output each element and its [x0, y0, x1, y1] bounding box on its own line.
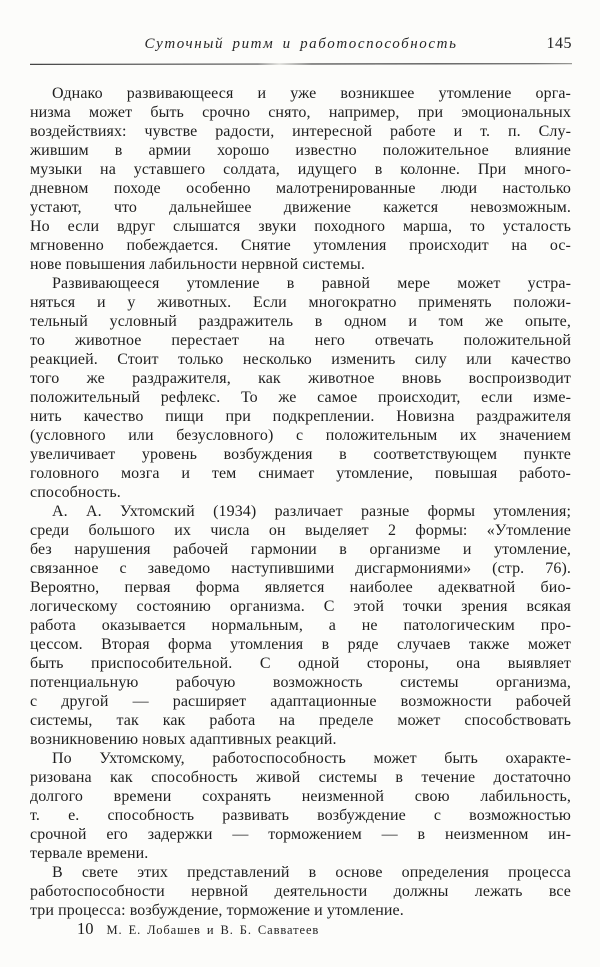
text-line: дневном походе особенно малотренированные люди настолько: [30, 180, 571, 197]
text-line: тельный условный раздражитель в одном и том же опыте,: [30, 313, 571, 330]
signature-number: 10: [77, 919, 94, 938]
text-line: Но если вдруг слышатся звуки походного марша, то усталость: [30, 218, 571, 235]
paragraph: [30, 84, 571, 274]
text-line: головного мозга и тем снимает утомление, повышая работо-: [30, 465, 571, 482]
text-line: няться и у животных. Если многократно применять положи-: [30, 294, 571, 311]
text-line: связанное с заведомо наступившими дисгармониями» (стр. 76).: [30, 560, 571, 577]
text-line: воздействиях: чувстве радости, интересной работе и т. п. Слу-: [30, 123, 571, 140]
text-line: системы, так как работа на пределе может способствовать: [30, 712, 571, 729]
text-block: [30, 84, 571, 920]
text-line: без нарушения рабочей гармонии в организме и утомление,: [30, 541, 571, 558]
paragraph: [30, 749, 571, 863]
paragraph: [30, 863, 571, 920]
text-line: устают, что дальнейшее движение кажется невозможным.: [30, 199, 571, 216]
text-line: Вероятно, первая форма является наиболее адекватной био-: [30, 579, 571, 596]
text-line: цессом. Вторая форма утомления в ряде случаев также может: [30, 636, 571, 653]
text-line: Однако развивающееся и уже возникшее утомление орга-: [52, 85, 571, 102]
text-line: А. А. Ухтомский (1934) различает разные формы утомления;: [52, 503, 571, 520]
text-line: низма может быть срочно снято, например, при эмоциональных: [30, 104, 571, 121]
text-line: мгновенно побеждается. Снятие утомления происходит на ос-: [30, 237, 571, 254]
text-line: среди большого их числа он выделяет 2 формы: «Утомление: [30, 522, 571, 539]
text-line: нить качество пищи при подкреплении. Новизна раздражителя: [30, 408, 571, 425]
text-line: логическому состоянию организма. С этой точки зрения всякая: [30, 598, 571, 615]
running-title: Суточный ритм и работоспособность: [144, 36, 458, 52]
text-line: увеличивает уровень возбуждения в соответствующем пункте: [30, 446, 571, 463]
text-line: жившим в армии хорошо известно положительное влияние: [30, 142, 571, 159]
text-line: тервале времени.: [30, 845, 149, 862]
text-line: По Ухтомскому, работоспособность может быть охаракте-: [52, 750, 571, 767]
text-line: Развивающееся утомление в равной мере может устра-: [52, 275, 571, 292]
text-line: возникновению новых адаптивных реакций.: [30, 731, 337, 748]
text-line: (условного или безусловного) с положительным их значением: [30, 427, 571, 444]
text-line: положительный рефлекс. То же самое происходит, если изме-: [30, 389, 571, 406]
text-line: быть приспособительной. С одной стороны, она выявляет: [30, 655, 571, 672]
text-line: нове повышения лабильности нервной системы.: [30, 256, 365, 273]
text-line: то животное перестает на него отвечать положительной: [30, 332, 571, 349]
paragraph: [30, 274, 571, 502]
page-footer: [77, 919, 319, 939]
header-rule: [30, 63, 572, 65]
text-line: работа оказывается нормальным, а не патологическим про-: [30, 617, 571, 634]
text-line: ризована как способность живой системы в течение достаточно: [30, 769, 571, 786]
text-line: реакцией. Стоит только несколько изменить силу или качество: [30, 351, 571, 368]
page-header: [30, 36, 572, 58]
text-line: музыки на уставшего солдата, идущего в колонне. При много-: [30, 161, 571, 178]
text-line: т. е. способность развивать возбуждение с возможностью: [30, 807, 571, 824]
text-line: потенциальную рабочую возможность системы организма,: [30, 674, 571, 691]
paragraph: [30, 502, 571, 749]
page-number: 145: [546, 35, 572, 52]
text-line: три процесса: возбуждение, торможение и утомление.: [30, 902, 404, 919]
text-line: способность.: [30, 484, 121, 501]
text-line: того же раздражителя, как животное вновь воспроизводит: [30, 370, 571, 387]
text-line: с другой — расширяет адаптационные возможности рабочей: [30, 693, 571, 710]
text-line: срочной его задержки — торможением — в неизменном ин-: [30, 826, 571, 843]
text-line: В свете этих представлений в основе определения процесса: [52, 864, 571, 881]
text-line: работоспособности нервной деятельности должны лежать все: [30, 883, 571, 900]
text-line: долгого времени сохранять неизменной свою лабильность,: [30, 788, 571, 805]
footer-authors: М. Е. Лобашев и В. Б. Савватеев: [106, 923, 320, 937]
